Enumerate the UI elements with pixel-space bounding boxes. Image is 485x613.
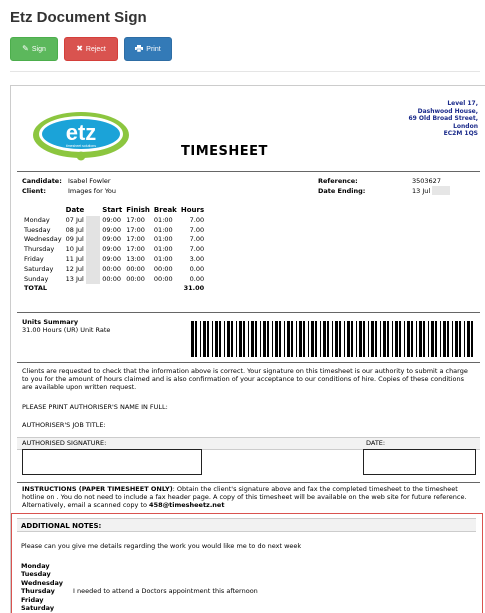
- date-ending-value: 13 Jul: [412, 187, 431, 195]
- section-rule: [17, 312, 480, 313]
- divider: [10, 71, 480, 72]
- redaction: [86, 265, 100, 275]
- day-cell: Tuesday: [24, 225, 51, 234]
- col-header: Hours: [180, 206, 205, 214]
- address-line: Level 17,: [447, 100, 478, 107]
- hours-cell: 7.00: [189, 245, 205, 254]
- note-day: Saturday: [21, 604, 55, 613]
- col-header: [86, 206, 100, 216]
- date-label: DATE:: [366, 439, 386, 447]
- units-summary-label: Units Summary: [22, 318, 79, 326]
- note-day: Monday: [21, 562, 50, 570]
- date-cell: 07 Jul: [65, 215, 84, 224]
- reject-button[interactable]: [64, 37, 118, 61]
- reference-label: Reference:: [318, 177, 358, 185]
- note-day: Thursday: [21, 587, 55, 596]
- barcode: [191, 321, 473, 357]
- date-cell: 13 Jul: [65, 274, 84, 283]
- hours-cell: 0.00: [189, 274, 205, 283]
- header-rule: [17, 171, 480, 172]
- day-cell: Thursday: [24, 245, 55, 254]
- total-value: 31.00: [183, 284, 205, 293]
- etz-logo: [29, 108, 141, 162]
- finish-cell: 17:00: [126, 245, 145, 254]
- col-header: Start: [102, 206, 123, 214]
- finish-cell: 17:00: [126, 235, 145, 244]
- sign-button-label: Sign: [31, 45, 46, 53]
- start-cell: 09:00: [102, 225, 122, 234]
- instructions-heading: INSTRUCTIONS (PAPER TIMESHEET ONLY): [22, 485, 173, 493]
- close-icon: ✖: [76, 44, 83, 53]
- print-name-label: PLEASE PRINT AUTHORISER'S NAME IN FULL:: [22, 403, 168, 411]
- note-day: Friday: [21, 595, 44, 604]
- client-label: Client:: [22, 187, 46, 195]
- pencil-icon: ✎: [22, 44, 29, 53]
- day-cell: Monday: [24, 215, 50, 224]
- redaction: [86, 216, 100, 226]
- page-title: Etz Document Sign: [10, 9, 147, 26]
- table-row: [22, 226, 206, 236]
- break-cell: 00:00: [153, 274, 173, 283]
- date-cell: 11 Jul: [65, 254, 84, 263]
- total-row: [22, 284, 206, 294]
- address-line: London: [453, 122, 478, 130]
- disclaimer-text: Clients are requested to check that the information above is correct. Your signature on this timesheet is our authority to submit a charge to you for the amount of hours claimed and is also confirmation of your acceptance to our conditions of hire. Copies of these conditions are available upon written request.: [22, 367, 468, 392]
- units-summary-value: 31.00 Hours (UR) Unit Rate: [22, 326, 111, 334]
- break-cell: 01:00: [153, 235, 173, 244]
- date-field[interactable]: [363, 449, 476, 475]
- date-cell: 09 Jul: [65, 235, 84, 244]
- table-row: [22, 235, 206, 245]
- address-line: 69 Old Broad Street,: [408, 115, 478, 122]
- break-cell: 01:00: [153, 225, 173, 234]
- start-cell: 09:00: [102, 254, 122, 263]
- hours-cell: 7.00: [189, 235, 205, 244]
- instructions-email: 458@timesheetz.net: [149, 501, 225, 510]
- date-cell: 10 Jul: [65, 245, 84, 254]
- friday-note: I needed to attend a Doctors appointment this afternoon: [73, 587, 258, 595]
- signature-field[interactable]: [22, 449, 202, 475]
- note-day: Wednesday: [21, 578, 63, 587]
- col-header: Finish: [126, 206, 150, 214]
- date-ending-label: Date Ending:: [318, 187, 366, 195]
- candidate-value: Isabel Fowler: [68, 177, 111, 185]
- print-button-label: Print: [146, 45, 161, 53]
- table-row: [22, 245, 206, 255]
- signature-label: AUTHORISED SIGNATURE:: [22, 439, 107, 447]
- table-row: [22, 265, 206, 275]
- units-summary: [22, 318, 110, 334]
- print-button[interactable]: [124, 37, 172, 61]
- col-header: Date: [65, 206, 85, 214]
- redaction: [86, 275, 100, 285]
- company-address: [408, 100, 478, 138]
- svg-text:etz: etz: [65, 120, 97, 145]
- finish-cell: 17:00: [126, 215, 145, 224]
- reference-info: [318, 176, 450, 196]
- notes-day-list: [21, 562, 63, 612]
- additional-notes-text: Please can you give me details regarding the work you would like me to do next week: [21, 542, 302, 550]
- break-cell: 00:00: [153, 264, 173, 273]
- hours-cell: 7.00: [189, 225, 205, 234]
- start-cell: 09:00: [102, 215, 122, 224]
- break-cell: 01:00: [153, 245, 173, 254]
- col-header: [22, 206, 64, 216]
- date-cell: 08 Jul: [65, 225, 84, 234]
- table-row: [22, 255, 206, 265]
- section-rule: [17, 362, 480, 363]
- table-row: [22, 216, 206, 226]
- day-cell: Friday: [24, 254, 44, 263]
- printer-icon: [135, 45, 143, 54]
- start-cell: 00:00: [102, 264, 122, 273]
- sign-button[interactable]: [10, 37, 58, 61]
- section-rule: [17, 482, 480, 483]
- candidate-info: [22, 176, 116, 196]
- hours-cell: 0.00: [189, 264, 205, 273]
- date-cell: 12 Jul: [65, 264, 84, 273]
- col-header: Break: [153, 206, 177, 214]
- redaction: [86, 245, 100, 255]
- day-cell: Wednesday: [24, 235, 62, 244]
- break-cell: 01:00: [153, 215, 173, 224]
- instructions-text: [22, 485, 476, 510]
- redaction: [86, 226, 100, 236]
- reject-button-label: Reject: [85, 45, 106, 53]
- timesheet-document[interactable]: [10, 85, 485, 613]
- client-value: Images for You: [68, 187, 117, 195]
- redaction: [86, 255, 100, 265]
- reference-value: 3503627: [412, 177, 441, 185]
- finish-cell: 00:00: [126, 274, 145, 283]
- finish-cell: 13:00: [126, 254, 145, 263]
- total-label: TOTAL: [24, 284, 48, 293]
- day-cell: Sunday: [24, 274, 49, 283]
- address-line: Dashwood House,: [417, 107, 478, 115]
- job-title-label: AUTHORISER'S JOB TITLE:: [22, 421, 106, 429]
- redaction: [86, 235, 100, 245]
- toolbar: [10, 37, 172, 61]
- finish-cell: 17:00: [126, 225, 145, 234]
- start-cell: 00:00: [102, 274, 122, 283]
- note-day: Tuesday: [21, 570, 51, 579]
- additional-notes-label: ADDITIONAL NOTES:: [21, 522, 102, 530]
- table-row: [22, 275, 206, 285]
- start-cell: 09:00: [102, 245, 122, 254]
- timesheet-title: TIMESHEET: [181, 144, 268, 159]
- break-cell: 01:00: [153, 254, 173, 263]
- candidate-label: Candidate:: [22, 177, 62, 185]
- start-cell: 09:00: [102, 235, 122, 244]
- hours-cell: 3.00: [189, 254, 205, 263]
- address-line: EC2M 1QS: [443, 130, 478, 137]
- day-cell: Saturday: [24, 264, 54, 273]
- finish-cell: 00:00: [126, 264, 145, 273]
- redaction: [432, 186, 450, 195]
- hours-cell: 7.00: [189, 215, 205, 224]
- hours-table: [22, 206, 206, 294]
- svg-text:timesheet solutions: timesheet solutions: [66, 144, 96, 148]
- instructions-body: : Obtain the client's signature above and fax the completed timesheet to the timesheet hotline on . You do not need to include a fax header page. A copy of this timesheet will be available on the web site for future reference. Alternatively, email a scanned copy to: [22, 485, 467, 510]
